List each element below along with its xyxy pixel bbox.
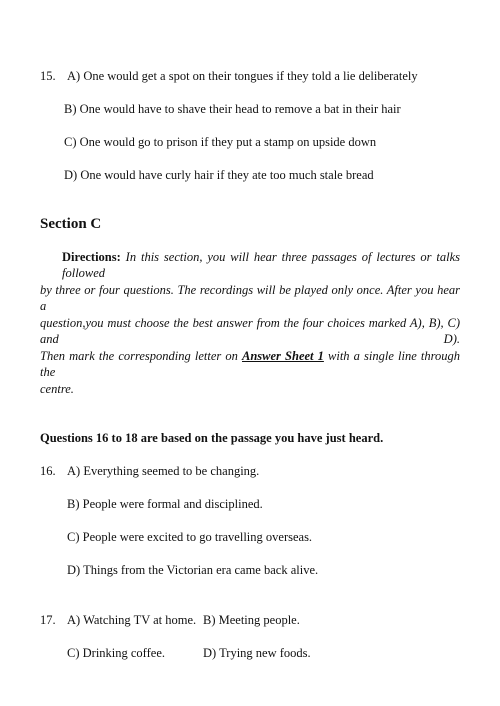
q17-number: 17.: [40, 613, 56, 627]
directions-line-1: [62, 249, 460, 281]
directions-text-1: In this section, you will hear three passages of lectures or talks followed: [62, 250, 460, 280]
q16-option-a: A) Everything seemed to be changing.: [67, 464, 260, 478]
questions-header: Questions 16 to 18 are based on the passage you have just heard.: [40, 431, 384, 445]
q15-option-b: B) One would have to shave their head to remove a bat in their hair: [64, 102, 401, 116]
q16-number: 16.: [40, 464, 56, 478]
answer-sheet-ref: Answer Sheet 1: [242, 349, 324, 363]
q15-option-c: C) One would go to prison if they put a stamp on upside down: [64, 135, 377, 149]
q17-option-c: C) Drinking coffee.: [67, 646, 166, 660]
section-title: Section C: [40, 216, 102, 232]
q16-option-c: C) People were excited to go travelling overseas.: [67, 530, 313, 544]
q17-option-d: D) Trying new foods.: [203, 646, 311, 660]
q17-option-b: B) Meeting people.: [203, 613, 300, 627]
q15-number: 15.: [40, 69, 56, 83]
directions-line-5: centre.: [40, 382, 74, 396]
q16-option-d: D) Things from the Victorian era came back alive.: [67, 563, 319, 577]
directions-text-4b: with a single line through the: [40, 349, 460, 379]
directions-line-4: [40, 348, 460, 380]
q15-option-a: A) One would get a spot on their tongues if they told a lie deliberately: [67, 69, 418, 83]
directions-text-4a: Then mark the corresponding letter on: [40, 349, 243, 363]
directions-label: Directions:: [62, 250, 121, 264]
q15-option-d: D) One would have curly hair if they ate too much stale bread: [64, 168, 374, 182]
directions-line-3: question,you must choose the best answer from the four choices marked A), B), C) and D).: [40, 316, 460, 346]
directions-line-2: by three or four questions. The recordings will be played only once. After you hear a: [40, 283, 460, 313]
q17-option-a: A) Watching TV at home.: [67, 613, 197, 627]
q16-option-b: B) People were formal and disciplined.: [67, 497, 263, 511]
